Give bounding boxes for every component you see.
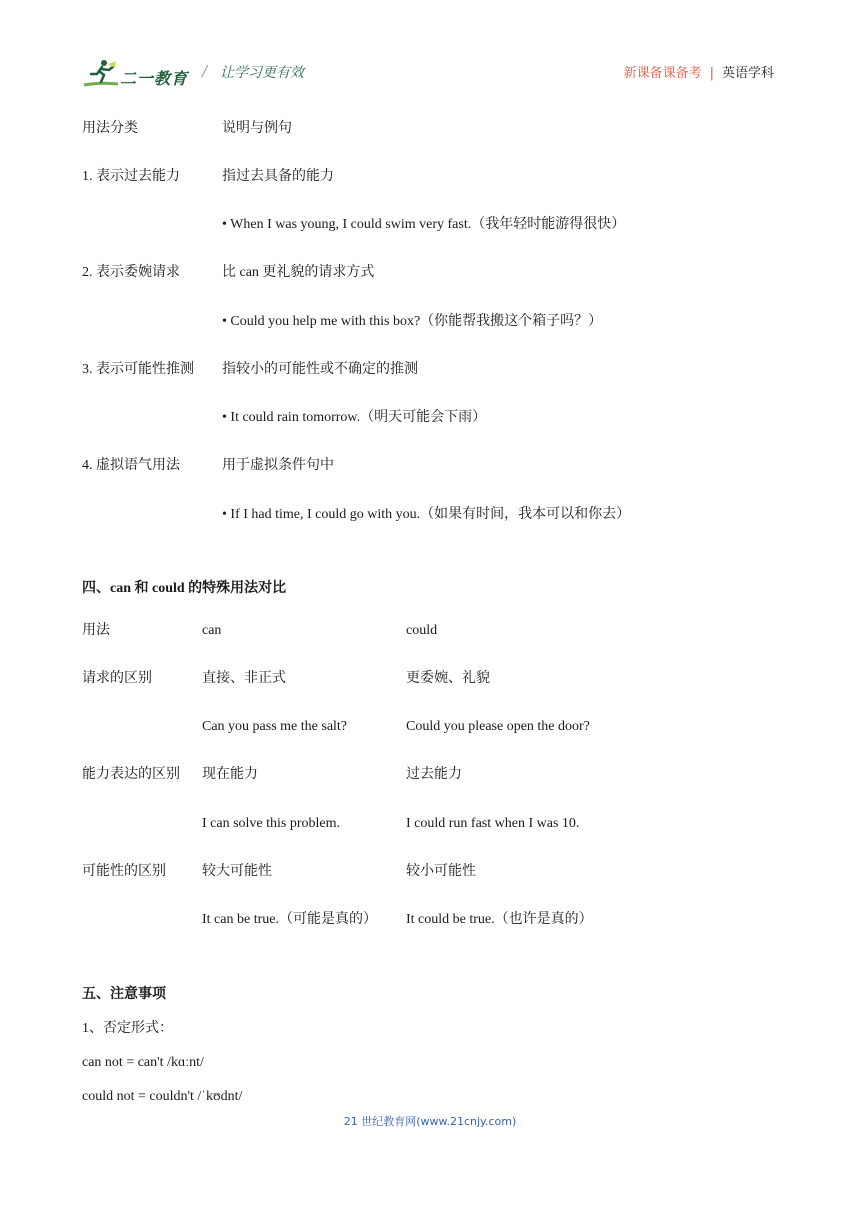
comparison-header-could: could: [406, 623, 438, 638]
usage-row-label: 2. 表示委婉请求: [82, 265, 180, 280]
note-line: can not = can't /kɑːnt/: [82, 1055, 204, 1070]
usage-row-description: 比 can 更礼貌的请求方式: [222, 265, 375, 280]
comparison-could-example: It could be true.（也许是真的）: [406, 912, 593, 927]
table-header-category: 用法分类: [82, 121, 138, 136]
slogan-divider: /: [202, 62, 208, 80]
comparison-row-label: 请求的区别: [82, 671, 152, 686]
comparison-can-example: Can you pass me the salt?: [202, 719, 348, 734]
slogan: 让学习更有效: [220, 65, 304, 81]
comparison-row-label: 可能性的区别: [82, 864, 166, 879]
note-line: could not = couldn't /ˈkʊdnt/: [82, 1089, 243, 1104]
comparison-could-cell: 更委婉、礼貌: [406, 671, 490, 686]
header-course-label: 新课备课备考: [623, 66, 702, 81]
comparison-row-label: 能力表达的区别: [82, 767, 180, 782]
usage-row-example: • It could rain tomorrow.（明天可能会下雨）: [222, 410, 487, 425]
comparison-could-cell: 过去能力: [406, 767, 462, 782]
comparison-could-cell: 较小可能性: [406, 864, 476, 879]
header-separator: |: [709, 66, 714, 81]
usage-row-example: • When I was young, I could swim very fast.（我年轻时能游得很快）: [222, 217, 626, 232]
comparison-can-example: I can solve this problem.: [202, 816, 341, 831]
section-4-title: 四、can 和 could 的特殊用法对比: [82, 581, 287, 596]
section-5-title: 五、注意事项: [82, 987, 166, 1002]
comparison-can-cell: 较大可能性: [202, 864, 272, 879]
table-header-description: 说明与例句: [222, 121, 292, 136]
usage-row-description: 指较小的可能性或不确定的推测: [222, 362, 418, 377]
usage-row-label: 4. 虚拟语气用法: [82, 458, 180, 473]
comparison-could-example: Could you please open the door?: [406, 719, 590, 734]
comparison-can-example: It can be true.（可能是真的）: [202, 912, 377, 927]
usage-row-label: 3. 表示可能性推测: [82, 362, 194, 377]
note-item-heading: 1、否定形式：: [82, 1021, 173, 1036]
page-header: [82, 52, 774, 92]
header-right: [624, 62, 774, 81]
comparison-can-cell: 现在能力: [202, 767, 258, 782]
logo: [82, 58, 190, 88]
usage-row-description: 指过去具备的能力: [222, 169, 334, 184]
usage-row-example: • Could you help me with this box?（你能帮我搬这个箱子吗？）: [222, 314, 603, 329]
header-subject-label: 英语学科: [721, 66, 774, 81]
usage-row-example: • If I had time, I could go with you.（如果有时间，我本可以和你去）: [222, 507, 631, 522]
comparison-can-cell: 直接、非正式: [202, 671, 286, 686]
comparison-could-example: I could run fast when I was 10.: [406, 816, 580, 831]
page-footer: 21 世纪教育网(www.21cnjy.com): [343, 1115, 517, 1128]
logo-text: 二一教育: [120, 69, 189, 88]
comparison-header-can: can: [202, 623, 222, 638]
usage-row-description: 用于虚拟条件句中: [222, 458, 334, 473]
runner-logo-icon: [82, 58, 122, 88]
comparison-header-usage: 用法: [82, 623, 110, 638]
usage-row-label: 1. 表示过去能力: [82, 169, 180, 184]
